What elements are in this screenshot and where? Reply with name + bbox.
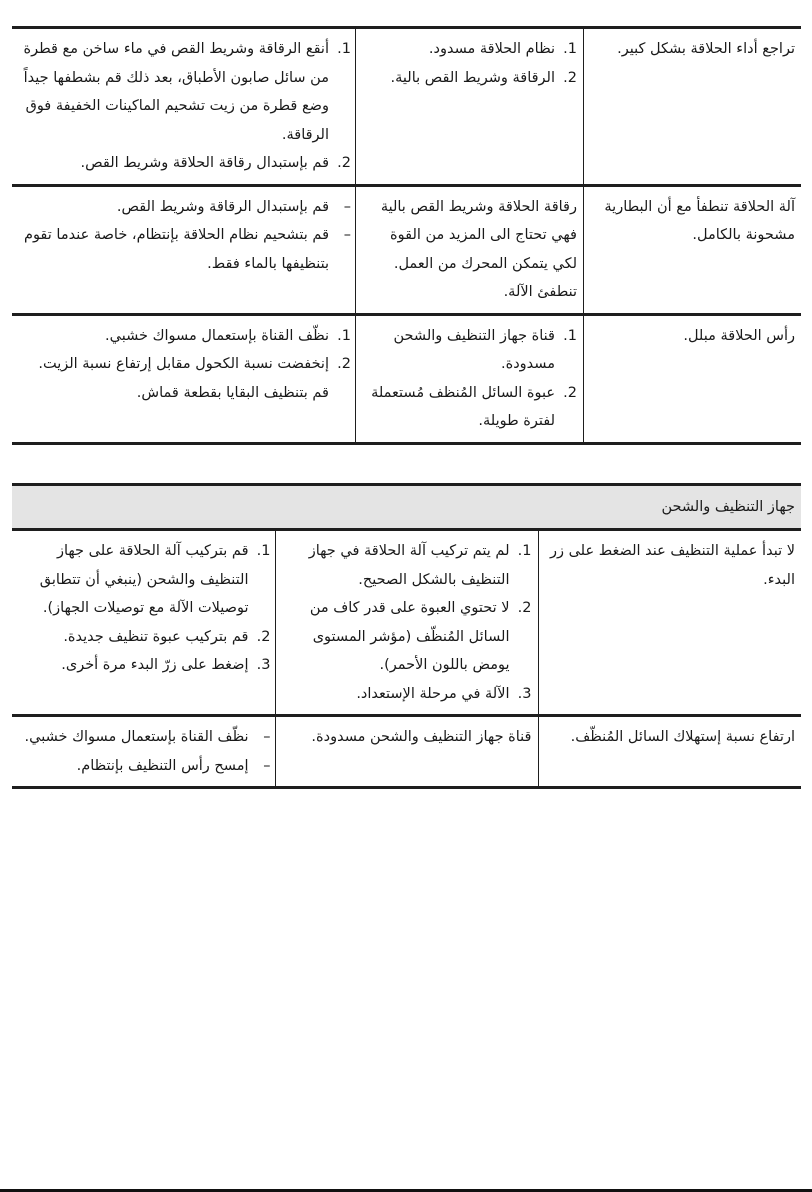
cause-item <box>282 680 532 709</box>
cause-item <box>282 594 532 680</box>
list-number: 2. <box>256 628 271 645</box>
list-number: 1. <box>256 543 271 559</box>
solution-item <box>18 752 271 781</box>
list-number: 2. <box>563 384 577 401</box>
solution-item <box>18 623 271 652</box>
cause-text: قناة جهاز التنظيف والشحن مسدودة. <box>311 729 532 745</box>
cause-item <box>362 379 577 436</box>
list-number: 1. <box>337 41 351 57</box>
cause-item-text: لا تحتوي العبوة على قدر كاف من السائل المُنظّف (مؤشر المستوى يومض باللون الأحمر). <box>309 600 510 673</box>
solution-item <box>18 221 351 278</box>
dash-bullet-icon: – <box>263 757 271 774</box>
table-row <box>12 28 801 186</box>
solution-item <box>18 193 351 222</box>
solution-item-text: قم بإستبدال الرقاقة وشريط القص. <box>116 198 329 215</box>
solution-item-text: إنخفضت نسبة الكحول مقابل إرتفاع نسبة الزيت. قم بتنظيف البقايا بقطعة قماش. <box>38 356 329 401</box>
list-number: 2. <box>337 356 351 372</box>
table-row <box>12 185 801 314</box>
list-number: 1. <box>337 327 351 344</box>
solution-list <box>18 322 351 408</box>
cause-item-text: الآلة في مرحلة الإستعداد. <box>356 685 510 702</box>
cause-item <box>362 64 577 93</box>
table-row <box>12 530 801 716</box>
table2-body <box>12 485 801 788</box>
dash-bullet-icon: – <box>263 729 271 745</box>
solution-item-text: إضغط على زرّ البدء مرة أخرى. <box>61 657 249 673</box>
problem-cell: ارتفاع نسبة إستهلاك السائل المُنظّف. <box>538 716 801 788</box>
cause-item <box>362 35 577 64</box>
cause-cell <box>275 530 538 716</box>
solution-item-text: قم بتشحيم نظام الحلاقة بإنتظام، خاصة عندما تقوم بتنظيفها بالماء فقط. <box>23 227 329 272</box>
list-number: 2. <box>563 69 577 86</box>
solution-item-text: نظّف القناة بإستعمال مسواك خشبي. <box>24 729 249 745</box>
section-title: جهاز التنظيف والشحن <box>12 485 801 530</box>
list-number: 1. <box>517 543 532 559</box>
troubleshooting-table-cleaning-station <box>12 483 801 789</box>
solution-item-text: قم بتركيب آلة الحلاقة على جهاز التنظيف والشحن (ينبغي أن تتطابق توصيلات الآلة مع توصيلات الجهاز). <box>39 543 249 616</box>
section-header-row <box>12 485 801 530</box>
solution-item-text: نظّف القناة بإستعمال مسواك خشبي. <box>105 327 329 344</box>
solution-cell <box>12 314 356 443</box>
solution-item <box>18 35 351 149</box>
solution-item-text: إمسح رأس التنظيف بإنتظام. <box>76 757 249 774</box>
problem-cell: لا تبدأ عملية التنظيف عند الضغط على زر البدء. <box>538 530 801 716</box>
dash-bullet-icon: – <box>343 198 351 215</box>
list-number: 3. <box>517 685 532 702</box>
cause-list <box>362 322 577 436</box>
solution-list <box>18 537 271 680</box>
solution-item <box>18 537 271 623</box>
cause-cell <box>275 716 538 788</box>
cause-cell <box>356 28 584 186</box>
solution-cell <box>12 185 356 314</box>
solution-item <box>18 149 351 178</box>
table-row <box>12 314 801 443</box>
list-number: 1. <box>563 41 577 57</box>
list-number: 2. <box>517 600 532 616</box>
solution-cell <box>12 28 356 186</box>
cause-item-text: لم يتم تركيب آلة الحلاقة في جهاز التنظيف بالشكل الصحيح. <box>308 543 510 588</box>
table1-body <box>12 28 801 444</box>
solution-item <box>18 723 271 752</box>
cause-item-text: نظام الحلاقة مسدود. <box>428 41 555 57</box>
cause-item-text: قناة جهاز التنظيف والشحن مسدودة. <box>393 327 555 372</box>
problem-cell: آلة الحلاقة تنطفأ مع أن البطارية مشحونة بالكامل. <box>584 185 802 314</box>
list-number: 3. <box>256 657 271 673</box>
dash-bullet-icon: – <box>343 227 351 243</box>
solution-list <box>18 723 271 780</box>
cause-cell <box>356 185 584 314</box>
cause-list <box>362 35 577 92</box>
solution-cell <box>12 716 275 788</box>
cause-cell <box>356 314 584 443</box>
cause-text: رقاقة الحلاقة وشريط القص بالية فهي تحتاج الى المزيد من القوة لكي يتمكن المحرك من العمل. تنطفئ الآلة. <box>380 198 577 300</box>
cause-list <box>282 537 532 708</box>
solution-item <box>18 322 351 351</box>
cause-item-text: الرقاقة وشريط القص بالية. <box>390 69 555 86</box>
problem-cell: رأس الحلاقة مبلل. <box>584 314 802 443</box>
solution-list <box>18 35 351 178</box>
solution-item-text: أنقع الرقاقة وشريط القص في ماء ساخن مع قطرة من سائل صابون الأطباق، بعد ذلك قم بشطفها جيداً وضع قطرة من زيت تشحيم الماكينات الخفيفة فوق الرقاقة. <box>23 41 329 143</box>
solution-item <box>18 350 351 407</box>
solution-item-text: قم بتركيب عبوة تنظيف جديدة. <box>63 628 249 645</box>
solution-list <box>18 193 351 279</box>
list-number: 2. <box>337 155 351 171</box>
troubleshooting-table-shaver <box>12 26 801 445</box>
solution-item <box>18 651 271 680</box>
table-row <box>12 716 801 788</box>
cause-item-text: عبوة السائل المُنظف مُستعملة لفترة طويلة. <box>371 384 555 429</box>
list-number: 1. <box>563 327 577 344</box>
cause-item <box>282 537 532 594</box>
solution-item-text: قم بإستبدال رقاقة الحلاقة وشريط القص. <box>80 155 329 171</box>
solution-cell <box>12 530 275 716</box>
cause-item <box>362 322 577 379</box>
problem-cell: تراجع أداء الحلاقة بشكل كبير. <box>584 28 802 186</box>
